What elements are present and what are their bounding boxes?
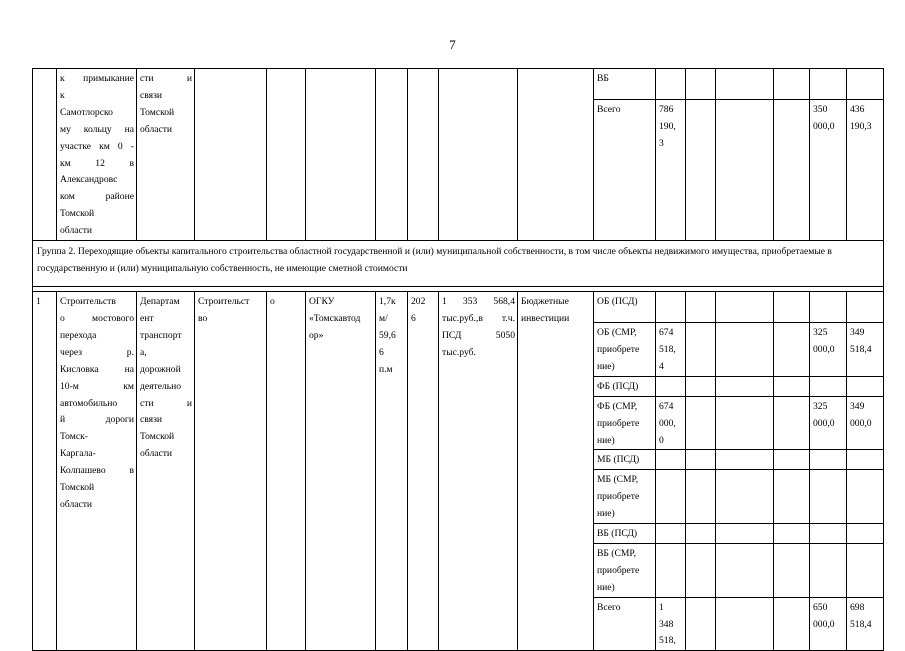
total-amount-cell <box>656 524 686 544</box>
year-amount-cell <box>716 450 774 470</box>
funding-source-cell: ВБ (ПСД) <box>594 524 656 544</box>
year-amount-cell <box>716 543 774 597</box>
year-amount-cell <box>774 543 810 597</box>
customer-cell: сти и связи Томской области <box>137 69 195 241</box>
year-amount-cell <box>686 69 716 100</box>
year-amount-cell <box>774 524 810 544</box>
year-amount-cell <box>686 292 716 323</box>
year-amount-cell <box>716 597 774 651</box>
year-amount-cell <box>716 292 774 323</box>
empty-cell <box>518 69 594 241</box>
year-amount-cell <box>810 376 847 396</box>
year-amount-cell <box>810 543 847 597</box>
year-amount-cell <box>686 396 716 450</box>
year-amount-cell <box>686 524 716 544</box>
year-amount-cell: 650 000,0 <box>810 597 847 651</box>
year-amount-cell <box>716 323 774 377</box>
investment-form-cell: Бюджетные инвестиции <box>518 292 594 651</box>
year-amount-cell <box>774 597 810 651</box>
total-amount-cell <box>656 376 686 396</box>
total-amount-cell <box>656 450 686 470</box>
funding-source-cell: ВБ (СМР, приобрете ние) <box>594 543 656 597</box>
empty-cell <box>376 69 408 241</box>
year-amount-cell <box>810 69 847 100</box>
total-amount-cell <box>656 470 686 524</box>
year-amount-cell <box>847 376 884 396</box>
year-cell: 202 6 <box>408 292 439 651</box>
year-amount-cell <box>810 450 847 470</box>
year-amount-cell <box>774 450 810 470</box>
year-amount-cell: 436 190,3 <box>847 100 884 241</box>
funding-source-cell: ФБ (ПСД) <box>594 376 656 396</box>
developer-cell: ОГКУ «Томскавтод ор» <box>306 292 376 651</box>
funding-source-cell: Всего <box>594 100 656 241</box>
customer-cell: Департам ент транспорт а, дорожной деятельно сти и связи Томской области <box>137 292 195 651</box>
year-amount-cell <box>774 292 810 323</box>
year-amount-cell <box>686 543 716 597</box>
total-amount-cell: 674 518, 4 <box>656 323 686 377</box>
group-header-row <box>33 241 884 287</box>
total-amount-cell <box>656 292 686 323</box>
total-amount-cell: 674 000, 0 <box>656 396 686 450</box>
capacity-cell: 1,7к м/ 59,6 6 п.м <box>376 292 408 651</box>
empty-cell <box>306 69 376 241</box>
year-amount-cell <box>847 524 884 544</box>
year-amount-cell: 349 518,4 <box>847 323 884 377</box>
year-amount-cell <box>774 396 810 450</box>
year-amount-cell <box>716 396 774 450</box>
year-amount-cell <box>716 100 774 241</box>
year-amount-cell <box>847 292 884 323</box>
year-amount-cell: 350 000,0 <box>810 100 847 241</box>
object-name-cell: Строительств о мостового перехода через р. Кисловка на 10-м км автомобильно й дороги Томск- Каргала- Колпашево в Томской области <box>57 292 137 651</box>
work-type-suffix-cell: о <box>267 292 306 651</box>
year-amount-cell <box>810 524 847 544</box>
total-amount-cell: 1 348 518, <box>656 597 686 651</box>
total-amount-cell: 786 190, 3 <box>656 100 686 241</box>
group-header-cell: Группа 2. Переходящие объекты капитального строительства областной государственной и (или) муниципальной собственности, в том числе объекты недвижимого имущества, приобретаемые в государственную и (или) муниципальную собственность, не имеющие сметной стоимости <box>33 241 884 287</box>
year-amount-cell <box>716 69 774 100</box>
year-amount-cell <box>847 450 884 470</box>
year-amount-cell <box>774 376 810 396</box>
year-amount-cell <box>686 470 716 524</box>
funding-source-cell: МБ (СМР, приобрете ние) <box>594 470 656 524</box>
empty-cell <box>195 69 267 241</box>
funding-source-cell: ФБ (СМР, приобрете ние) <box>594 396 656 450</box>
year-amount-cell <box>774 470 810 524</box>
funding-source-cell: ОБ (СМР, приобрете ние) <box>594 323 656 377</box>
row-number-cell: 1 <box>33 292 57 651</box>
table-row <box>33 292 884 323</box>
funding-source-cell: МБ (ПСД) <box>594 450 656 470</box>
year-amount-cell <box>716 524 774 544</box>
investment-table <box>32 68 884 651</box>
funding-source-cell: ОБ (ПСД) <box>594 292 656 323</box>
year-amount-cell <box>847 69 884 100</box>
year-amount-cell <box>847 543 884 597</box>
year-amount-cell <box>810 292 847 323</box>
page-number: 7 <box>449 37 456 52</box>
year-amount-cell: 325 000,0 <box>810 396 847 450</box>
total-amount-cell <box>656 543 686 597</box>
year-amount-cell <box>716 376 774 396</box>
year-amount-cell <box>686 100 716 241</box>
year-amount-cell <box>810 470 847 524</box>
year-amount-cell <box>774 100 810 241</box>
year-amount-cell <box>847 470 884 524</box>
year-amount-cell <box>686 376 716 396</box>
empty-cell <box>408 69 439 241</box>
work-type-cell: Строительст во <box>195 292 267 651</box>
year-amount-cell <box>686 323 716 377</box>
funding-source-cell: Всего <box>594 597 656 651</box>
empty-cell <box>439 69 518 241</box>
year-amount-cell <box>686 597 716 651</box>
total-amount-cell <box>656 69 686 100</box>
empty-cell <box>267 69 306 241</box>
year-amount-cell: 349 000,0 <box>847 396 884 450</box>
year-amount-cell: 325 000,0 <box>810 323 847 377</box>
funding-source-cell: ВБ <box>594 69 656 100</box>
row-number-cell <box>33 69 57 241</box>
year-amount-cell: 698 518,4 <box>847 597 884 651</box>
year-amount-cell <box>774 323 810 377</box>
object-name-cell: к примыкание к Самотлорско му кольцу на участке км 0 - км 12 в Александровс ком районе Томской области <box>57 69 137 241</box>
year-amount-cell <box>716 470 774 524</box>
year-amount-cell <box>686 450 716 470</box>
estimated-cost-cell: 1 353 568,4 тыс.руб.,в т.ч. ПСД 5050 тыс.руб. <box>439 292 518 651</box>
table-row <box>33 69 884 100</box>
year-amount-cell <box>774 69 810 100</box>
